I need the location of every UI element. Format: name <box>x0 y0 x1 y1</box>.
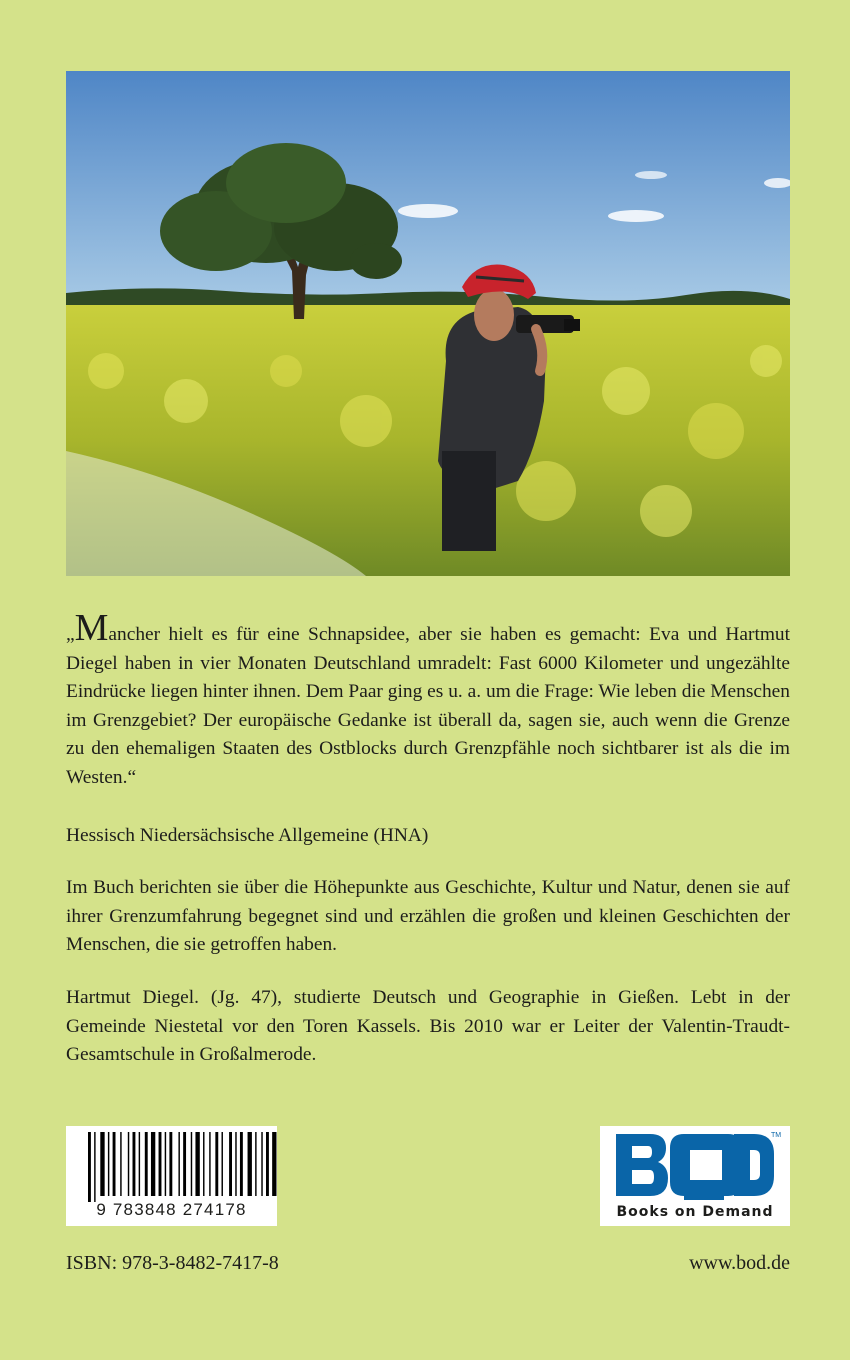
barcode-bar <box>209 1132 210 1196</box>
barcode-bar <box>100 1132 104 1196</box>
publisher-logo <box>600 1126 790 1226</box>
barcode-bar <box>151 1132 155 1196</box>
barcode-bar <box>195 1132 199 1196</box>
barcode-digits: 9 783848 274178 <box>96 1200 247 1219</box>
cover-photo <box>66 71 790 576</box>
photo-illustration <box>66 71 790 576</box>
barcode-bar <box>94 1132 95 1202</box>
barcode-bar <box>178 1132 179 1196</box>
trademark-mark: TM <box>771 1132 782 1139</box>
publisher-website: www.bod.de <box>689 1252 790 1274</box>
barcode-bar <box>88 1132 91 1202</box>
barcode-bar <box>159 1132 162 1196</box>
open-quote-mark: „ <box>66 624 75 645</box>
barcode-bar <box>120 1132 121 1196</box>
publisher-tagline: Books on Demand <box>616 1204 774 1220</box>
barcode-bar <box>203 1132 204 1196</box>
bod-letters-icon <box>610 1128 780 1202</box>
barcode-bar <box>255 1132 256 1196</box>
barcode-bar <box>139 1132 140 1196</box>
barcode-bar <box>165 1132 166 1196</box>
barcode-bar <box>215 1132 218 1196</box>
isbn-number: ISBN: 978-3-8482-7417-8 <box>66 1252 279 1274</box>
barcode-bar <box>191 1132 192 1196</box>
barcode-bar <box>128 1132 129 1196</box>
book-description: Im Buch berichten sie über die Höhepunkte aus Geschichte, Kultur und Natur, denen sie auf ihrer Grenzumfahrung begegnet sind und erzählen die großen und kleinen Geschichten der Menschen, die sie getroffen haben. <box>66 877 790 955</box>
barcode-bar <box>222 1132 223 1196</box>
barcode-bar <box>235 1132 236 1196</box>
isbn-barcode <box>66 1126 277 1226</box>
barcode-bar <box>272 1132 276 1196</box>
barcode-bar <box>145 1132 148 1196</box>
barcode-bar <box>133 1132 136 1196</box>
barcode-bar <box>113 1132 116 1196</box>
barcode-bar <box>229 1132 232 1196</box>
review-quote <box>66 607 790 792</box>
quote-text: ancher hielt es für eine Schnapsidee, aber sie haben es gemacht: Eva und Hartmut Diegel haben in vier Monaten Deutschland umradelt: Fast 6000 Kilometer und ungezählte Eindrücke liegen hinter ihnen. Dem Paar ging es u. a. um die Frage: Wie leben die Menschen im Grenzgebiet? Der europäische Gedanke ist überall da, sagen sie, auch wenn die Grenze zu den ehemaligen Staaten des Ostblocks durch Grenzpfähle noch sichtbarer ist als die im Westen.“ <box>66 624 790 788</box>
quote-dropcap: M <box>74 607 109 649</box>
barcode-bar <box>108 1132 109 1196</box>
quote-source: Hessisch Niedersächsische Allgemeine (HNA) <box>66 825 429 846</box>
barcode-bar <box>248 1132 252 1196</box>
barcode-bar <box>261 1132 262 1196</box>
barcode-bar <box>240 1132 243 1196</box>
barcode-bar <box>266 1132 269 1196</box>
barcode-bar <box>169 1132 172 1196</box>
barcode-bar <box>183 1132 186 1196</box>
author-bio: Hartmut Diegel. (Jg. 47), studierte Deutsch und Geographie in Gießen. Lebt in der Gemeinde Niestetal vor den Toren Kassels. Bis 2010 war er Leiter der Valentin-Traudt-Gesamtschule in Großalmerode. <box>66 987 790 1065</box>
